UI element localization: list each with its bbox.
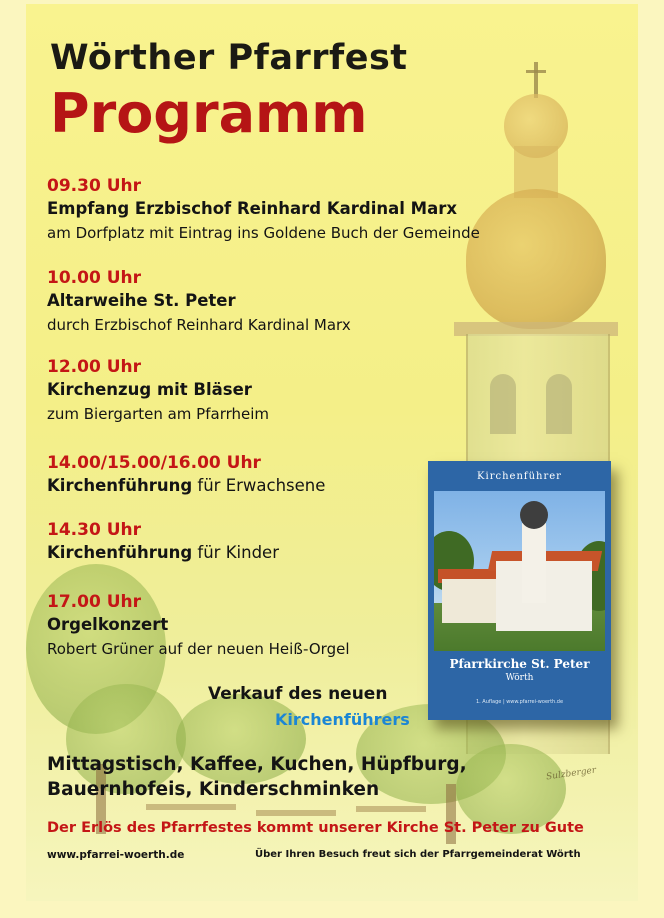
thanks-note: Über Ihren Besuch freut sich der Pfarrgemeinderat Wörth xyxy=(255,849,581,860)
tower-cross xyxy=(526,70,546,73)
booklet-footer: 1. Auflage | www.pfarrei-woerth.de xyxy=(475,699,564,705)
beer-table xyxy=(256,810,336,816)
church-guide-booklet xyxy=(428,461,611,720)
program-item xyxy=(47,452,325,498)
booklet-header: Kirchenführer xyxy=(477,471,562,482)
event-title: Kirchenführung für Kinder xyxy=(47,543,279,562)
booklet-place: Wörth xyxy=(505,673,534,683)
tower-spire xyxy=(534,62,538,98)
event-time: 17.00 Uhr xyxy=(47,592,141,612)
tower-window-left xyxy=(490,374,516,434)
website-link[interactable]: www.pfarrei-woerth.de xyxy=(47,849,185,861)
offers-line: Bauernhofeis, Kinderschminken xyxy=(47,779,380,800)
event-title: Orgelkonzert xyxy=(47,615,169,634)
booklet-sale-highlight: Kirchenführers xyxy=(275,710,410,729)
event-title: Empfang Erzbischof Reinhard Kardinal Marx xyxy=(47,199,457,218)
artist-signature: Sulzberger xyxy=(545,765,597,783)
booklet-sale-text: Verkauf des neuen xyxy=(208,684,388,704)
poster-subtitle: Programm xyxy=(50,82,368,145)
event-description: am Dorfplatz mit Eintrag ins Goldene Buch der Gemeinde xyxy=(47,224,480,242)
photo-house xyxy=(442,579,502,623)
program-item xyxy=(47,591,350,661)
proceeds-note: Der Erlös des Pfarrfestes kommt unserer Kirche St. Peter zu Gute xyxy=(47,820,584,836)
program-item xyxy=(47,356,269,426)
event-description: durch Erzbischof Reinhard Kardinal Marx xyxy=(47,316,351,334)
tower-window-right xyxy=(546,374,572,434)
photo-church-dome xyxy=(520,501,548,529)
event-time: 14.00/15.00/16.00 Uhr xyxy=(47,453,261,473)
program-item xyxy=(47,519,279,565)
program-item xyxy=(47,267,351,337)
beer-table xyxy=(356,806,426,812)
booklet-church-name: Pfarrkirche St. Peter xyxy=(449,657,590,671)
event-time: 12.00 Uhr xyxy=(47,357,141,377)
event-description: Robert Grüner auf der neuen Heiß-Orgel xyxy=(47,640,350,658)
beer-table xyxy=(146,804,236,810)
photo-church-tower xyxy=(522,523,546,603)
event-time: 09.30 Uhr xyxy=(47,176,141,196)
event-time: 10.00 Uhr xyxy=(47,268,141,288)
tower-onion-dome xyxy=(466,189,606,329)
event-title: Kirchenführung für Erwachsene xyxy=(47,476,326,495)
poster-title: Wörther Pfarrfest xyxy=(50,38,408,78)
event-title: Altarweihe St. Peter xyxy=(47,291,236,310)
church-photo xyxy=(434,491,605,651)
booklet-title-band xyxy=(428,657,611,684)
event-time: 14.30 Uhr xyxy=(47,520,141,540)
program-item xyxy=(47,175,480,245)
offers-line: Mittagstisch, Kaffee, Kuchen, Hüpfburg, xyxy=(47,754,467,775)
offers-list xyxy=(47,752,467,802)
event-description: zum Biergarten am Pfarrheim xyxy=(47,405,270,423)
event-title: Kirchenzug mit Bläser xyxy=(47,380,252,399)
